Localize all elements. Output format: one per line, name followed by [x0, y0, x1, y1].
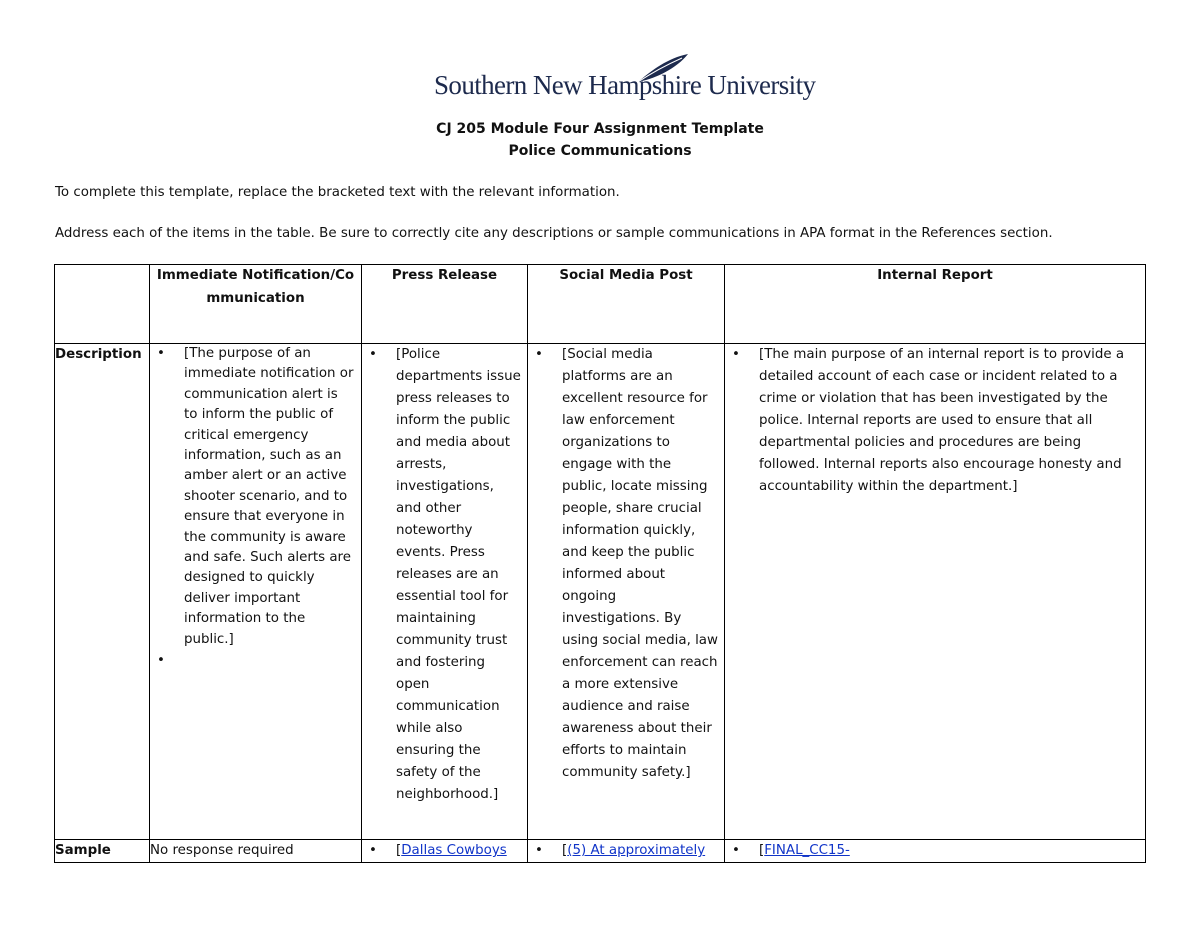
header-cell-empty	[55, 265, 150, 344]
internal-sample-link[interactable]: FINAL_CC15-	[764, 843, 850, 858]
bracket-text: [	[759, 843, 765, 858]
cell-social-description	[528, 344, 725, 840]
cell-social-sample	[528, 840, 725, 863]
bullet-icon: •	[732, 843, 740, 858]
document-subtitle: Police Communications	[508, 143, 692, 159]
instruction-paragraph: To complete this template, replace the bracketed text with the relevant information.	[55, 185, 620, 200]
bullet-icon: •	[732, 347, 740, 362]
row-label-sample: Sample	[55, 840, 150, 863]
list-item	[528, 344, 724, 784]
immediate-description-text: [The purpose of an immediate notification or communication alert is to inform the public of critical emergency information, such as an amber alert or an active shooter scenario, and to ensure that everyone in the community is aware and safe. Such alerts are designed to quickly deliver important information to the public.]	[184, 346, 354, 647]
social-sample-link[interactable]: (5) At approximately	[567, 843, 706, 858]
header-press-release: Press Release	[362, 265, 528, 344]
header-internal-report: Internal Report	[725, 265, 1146, 344]
social-description-text: [Social media platforms are an excellent resource for law enforcement organizations to engage with the public, locate missing people, share crucial information quickly, and keep the public informed about ongoing investigations. By using social media, law enforcement can reach a more extensive audience and raise awareness about their efforts to maintain community safety.]	[562, 347, 718, 780]
list-item-empty	[150, 650, 361, 672]
bullet-icon: •	[369, 347, 377, 362]
list-item	[725, 344, 1145, 498]
university-logo	[434, 52, 816, 104]
table-row-description	[55, 344, 1146, 840]
cell-immediate-sample: No response required	[150, 840, 362, 863]
bullet-icon: •	[369, 843, 377, 858]
row-label-description: Description	[55, 344, 150, 840]
press-description-text: [Police departments issue press releases to inform the public and media about arrests, investigations, and other noteworthy events. Press releases are an essential tool for maintaining community trust and fostering open communication while also ensuring the safety of the neighborhood.]	[396, 347, 521, 802]
cell-press-sample	[362, 840, 528, 863]
list-item	[362, 344, 527, 806]
communications-table	[54, 264, 1146, 863]
bullet-icon: •	[535, 843, 543, 858]
bullet-icon: •	[535, 347, 543, 362]
header-social-media-post: Social Media Post	[528, 265, 725, 344]
cell-immediate-description	[150, 344, 362, 840]
list-item	[725, 840, 1145, 862]
list-item	[362, 840, 527, 862]
bracket-text: [	[562, 843, 568, 858]
university-name: Southern New Hampshire University	[434, 70, 816, 100]
list-item	[150, 344, 361, 650]
list-item	[528, 840, 724, 862]
table-row-sample	[55, 840, 1146, 863]
document-title: CJ 205 Module Four Assignment Template	[436, 121, 764, 137]
table-header-row	[55, 265, 1146, 344]
header-immediate-notification: Immediate Notification/Communication	[150, 265, 362, 344]
bullet-icon: •	[157, 346, 165, 361]
bullet-icon: •	[157, 653, 165, 669]
internal-description-text: [The main purpose of an internal report is to provide a detailed account of each case or incident related to a crime or violation that has been investigated by the police. Internal reports are used to ensure that all departmental policies and procedures are being followed. Internal reports also encourage honesty and accountability within the department.]	[759, 347, 1125, 494]
press-sample-link[interactable]: Dallas Cowboys	[401, 843, 507, 858]
cell-press-description	[362, 344, 528, 840]
cell-internal-description	[725, 344, 1146, 840]
instruction-paragraph: Address each of the items in the table. Be sure to correctly cite any descriptions or sample communications in APA format in the References section.	[55, 226, 1053, 241]
cell-internal-sample	[725, 840, 1146, 863]
bracket-text: [	[396, 843, 402, 858]
